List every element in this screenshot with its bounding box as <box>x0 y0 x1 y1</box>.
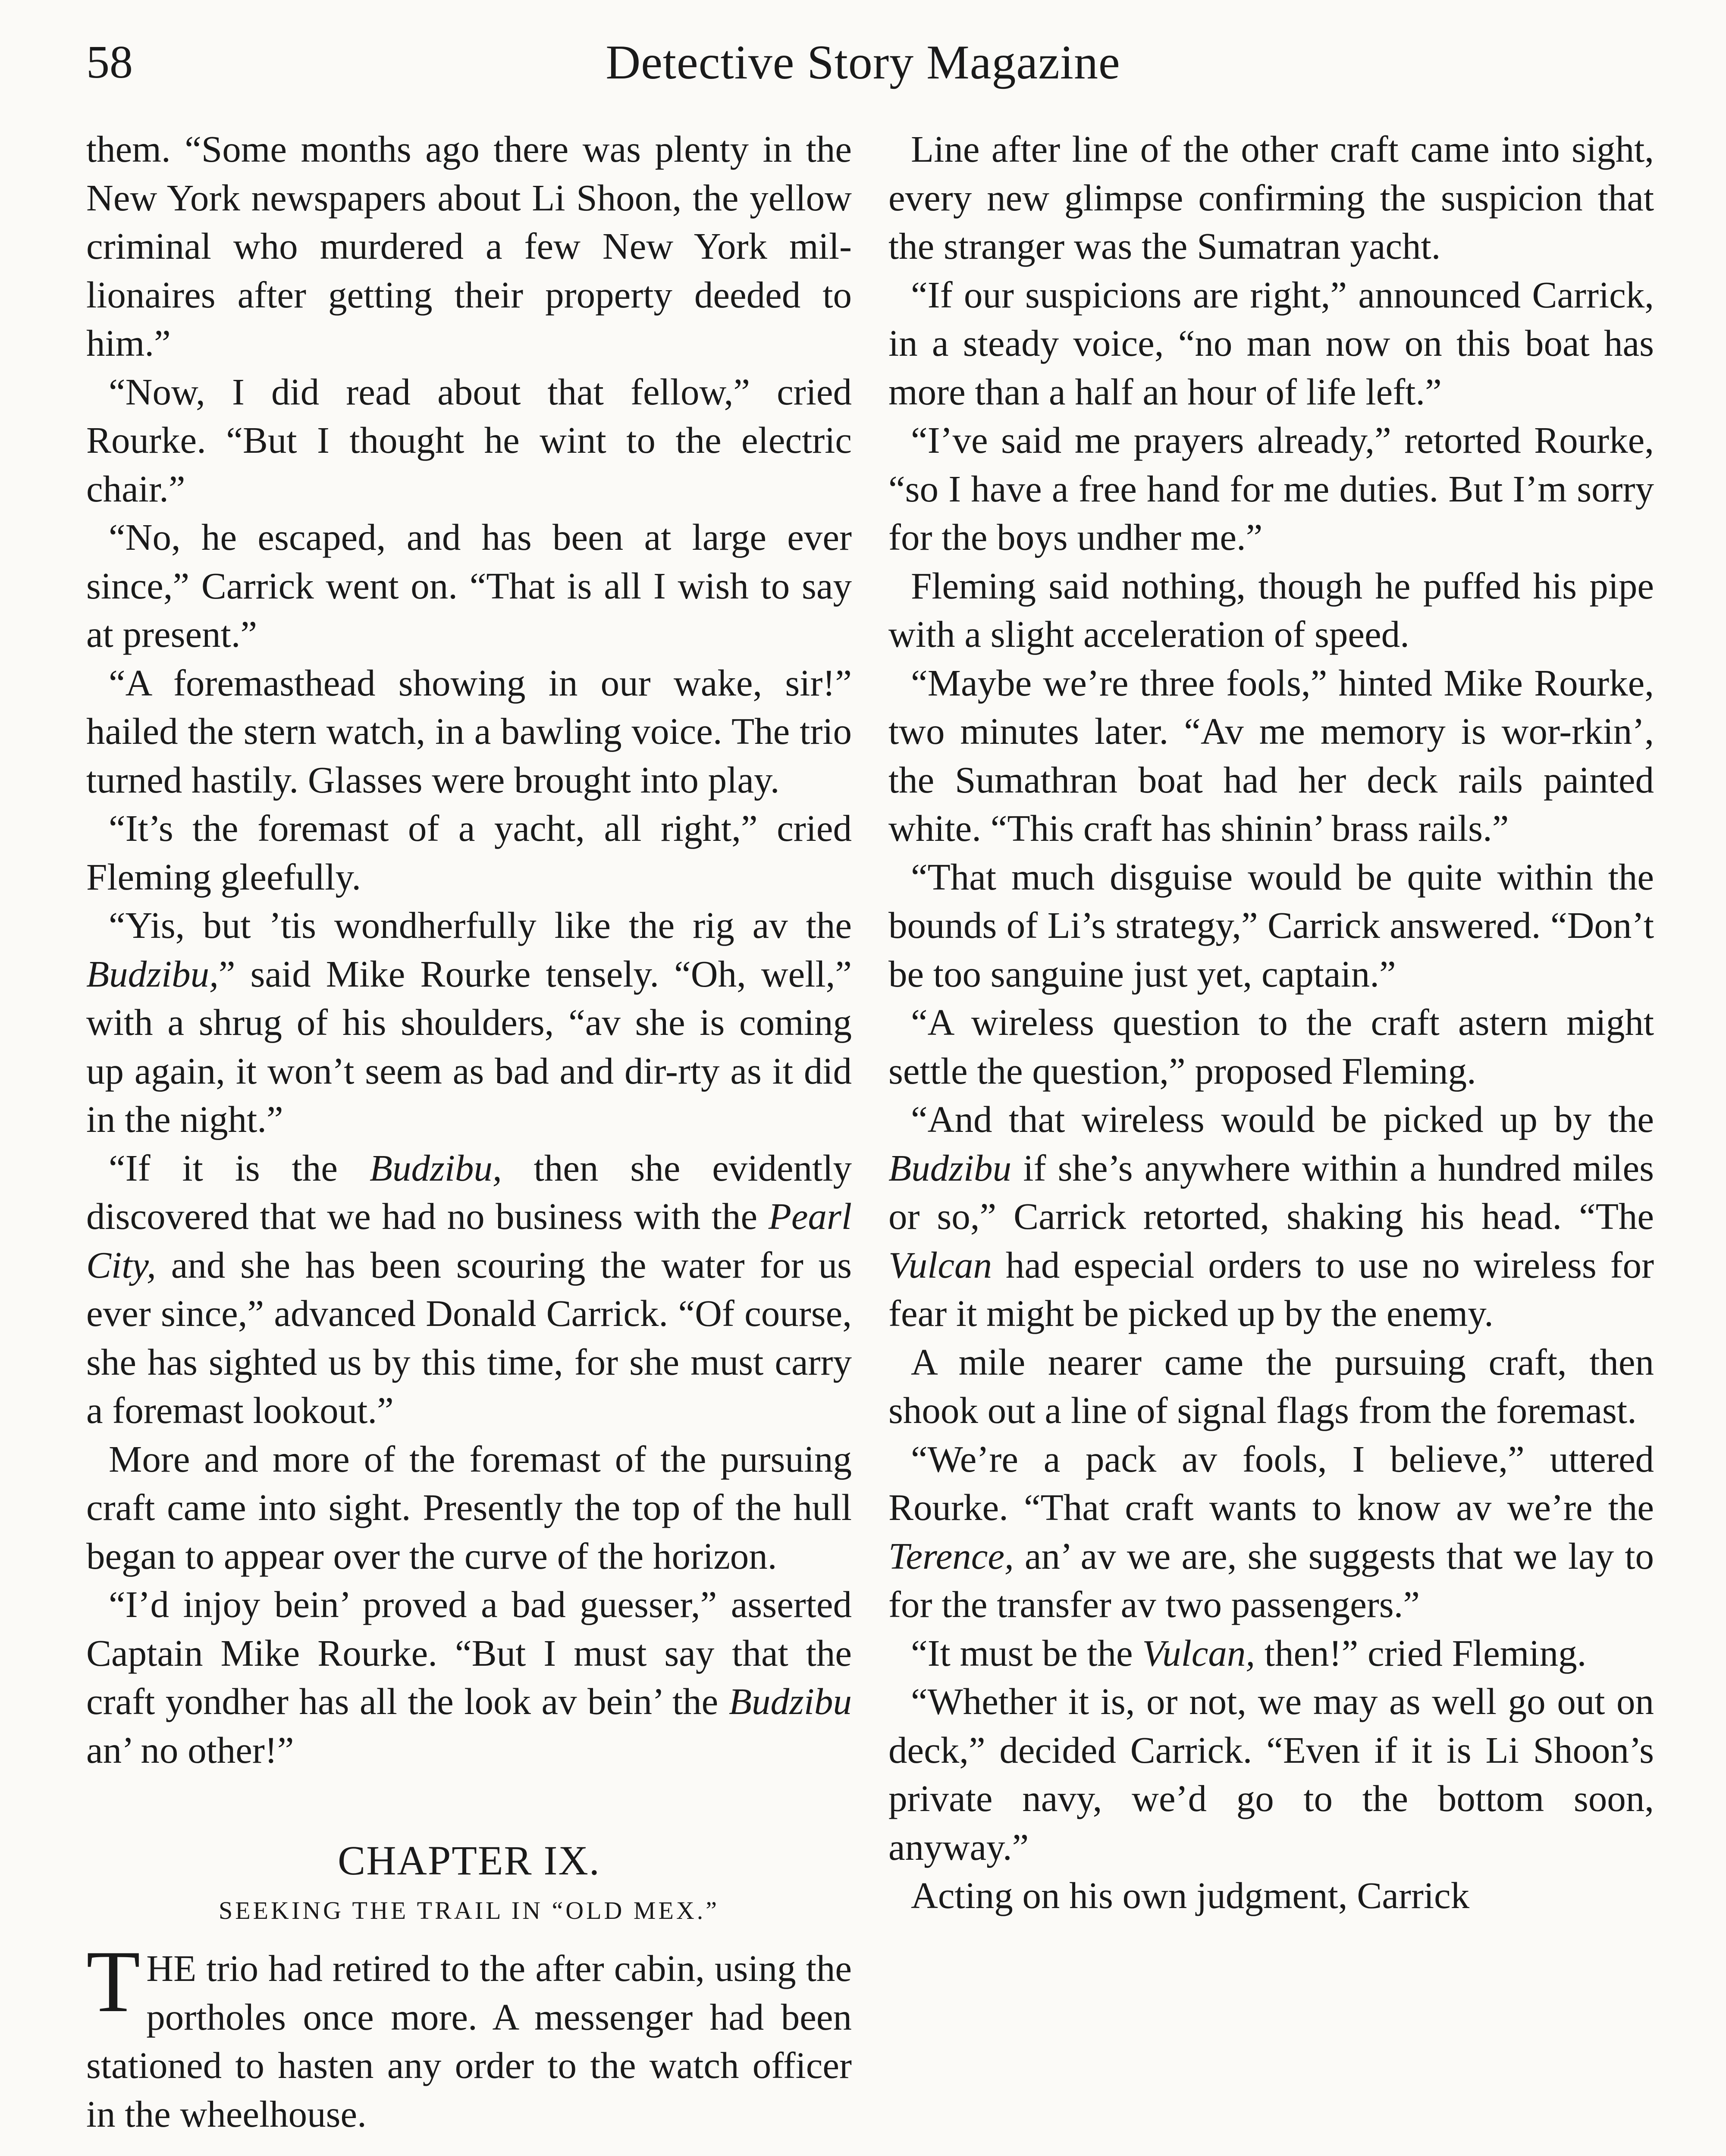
paragraph: “Maybe we’re three fools,” hinted Mike Rourke, two minutes later. “Av me memory is wor-rkin’, the Sumathran boat had her deck rails painted white. “This craft has shinin’ brass rails.” <box>888 661 1654 849</box>
opening-text: HE trio had retired to the after cabin, using the portholes once more. A messenger had been stationed to hasten any order to the watch officer in the wheelhouse. <box>86 1947 852 2135</box>
paragraph: “No, he escaped, and has been at large ever since,” Carrick went on. “That is all I wish to say at present.” <box>86 516 852 655</box>
paragraph: “Whether it is, or not, we may as well go out on deck,” decided Carrick. “Even if it is Li Shoon’s private navy, we’d go to the bottom soon, anyway.” <box>888 1680 1654 1868</box>
paragraph: More and more of the foremast of the pursuing craft came into sight. Presently the top of the hull began to appear over the curve of the horizon. <box>86 1438 852 1577</box>
left-column-paragraphs <box>86 125 852 1774</box>
paragraph: “Yis, but ’tis wondherfully like the rig av the Budzibu,” said Mike Rourke tensely. “Oh, well,” with a shrug of his shoulders, “av she is coming up again, it won’t seem as bad and dir-rty as it did in the night.” <box>86 904 852 1140</box>
chapter-heading: CHAPTER IX. <box>338 1837 600 1883</box>
running-title: Detective Story Magazine <box>606 36 1120 89</box>
paragraph: “And that wireless would be picked up by the Budzibu if she’s anywhere within a hundred miles or so,” Carrick retorted, shaking his head. “The Vulcan had especial orders to use no wireless for fear it might be picked up by the enemy. <box>888 1098 1654 1334</box>
paragraph: A mile nearer came the pursuing craft, then shook out a line of signal flags from the foremast. <box>888 1341 1654 1431</box>
page-header <box>86 30 1640 95</box>
paragraph: “We’re a pack av fools, I believe,” uttered Rourke. “That craft wants to know av we’re the Terence, an’ av we are, she suggests that we lay to for the transfer av two passengers.” <box>888 1438 1654 1625</box>
paragraph: “I’d injoy bein’ proved a bad guesser,” asserted Captain Mike Rourke. “But I must say that the craft yondher has all the look av bein’ the Budzibu an’ no other!” <box>86 1583 852 1771</box>
paragraph: “It’s the foremast of a yacht, all right,” cried Fleming gleefully. <box>86 807 852 898</box>
paragraph: “If our suspicions are right,” announced Carrick, in a steady voice, “no man now on this boat has more than a half an hour of life left.” <box>888 273 1654 413</box>
drop-cap: T <box>86 1933 141 2031</box>
paragraph: “If it is the Budzibu, then she evidently discovered that we had no business with the Pearl City, and she has been scouring the water for us ever since,” advanced Donald Carrick. “Of course, she has sighted us by this time, for she must carry a foremast lookout.” <box>86 1147 852 1431</box>
chapter-opening-paragraph <box>86 1933 852 2138</box>
paragraph: them. “Some months ago there was plenty in the New York newspapers about Li Shoon, the yellow criminal who murdered a few New York millionaires after getting their property deeded to him.” <box>86 128 852 364</box>
paragraph: “I’ve said me prayers already,” retorted Rourke, “so I have a free hand for me duties. But I’m sorry for the boys undher me.” <box>888 419 1654 558</box>
paragraph: “Now, I did read about that fellow,” cried Rourke. “But I thought he wint to the electric chair.” <box>86 370 852 510</box>
paragraph: Acting on his own judgment, Carrick <box>911 1874 1470 1916</box>
left-column <box>86 125 852 2138</box>
right-column-paragraphs <box>888 125 1654 1920</box>
paragraph: Line after line of the other craft came into sight, every new glimpse confirming the suspicion that the stranger was the Sumatran yacht. <box>888 128 1654 267</box>
paragraph: Fleming said nothing, though he puffed his pipe with a slight acceleration of speed. <box>888 564 1654 655</box>
right-column <box>888 125 1654 1920</box>
paragraph: “A foremasthead showing in our wake, sir!” hailed the stern watch, in a bawling voice. The trio turned hastily. Glasses were brought into play. <box>86 661 852 801</box>
paragraph: “A wireless question to the craft astern might settle the question,” proposed Fleming. <box>888 1001 1654 1092</box>
chapter-subtitle: SEEKING THE TRAIL IN “OLD MEX.” <box>218 1896 720 1924</box>
paragraph: “It must be the Vulcan, then!” cried Fleming. <box>911 1632 1587 1674</box>
paragraph: “That much disguise would be quite within the bounds of Li’s strategy,” Carrick answered. “Don’t be too sanguine just yet, captain.” <box>888 856 1654 995</box>
page-number: 58 <box>86 37 133 88</box>
